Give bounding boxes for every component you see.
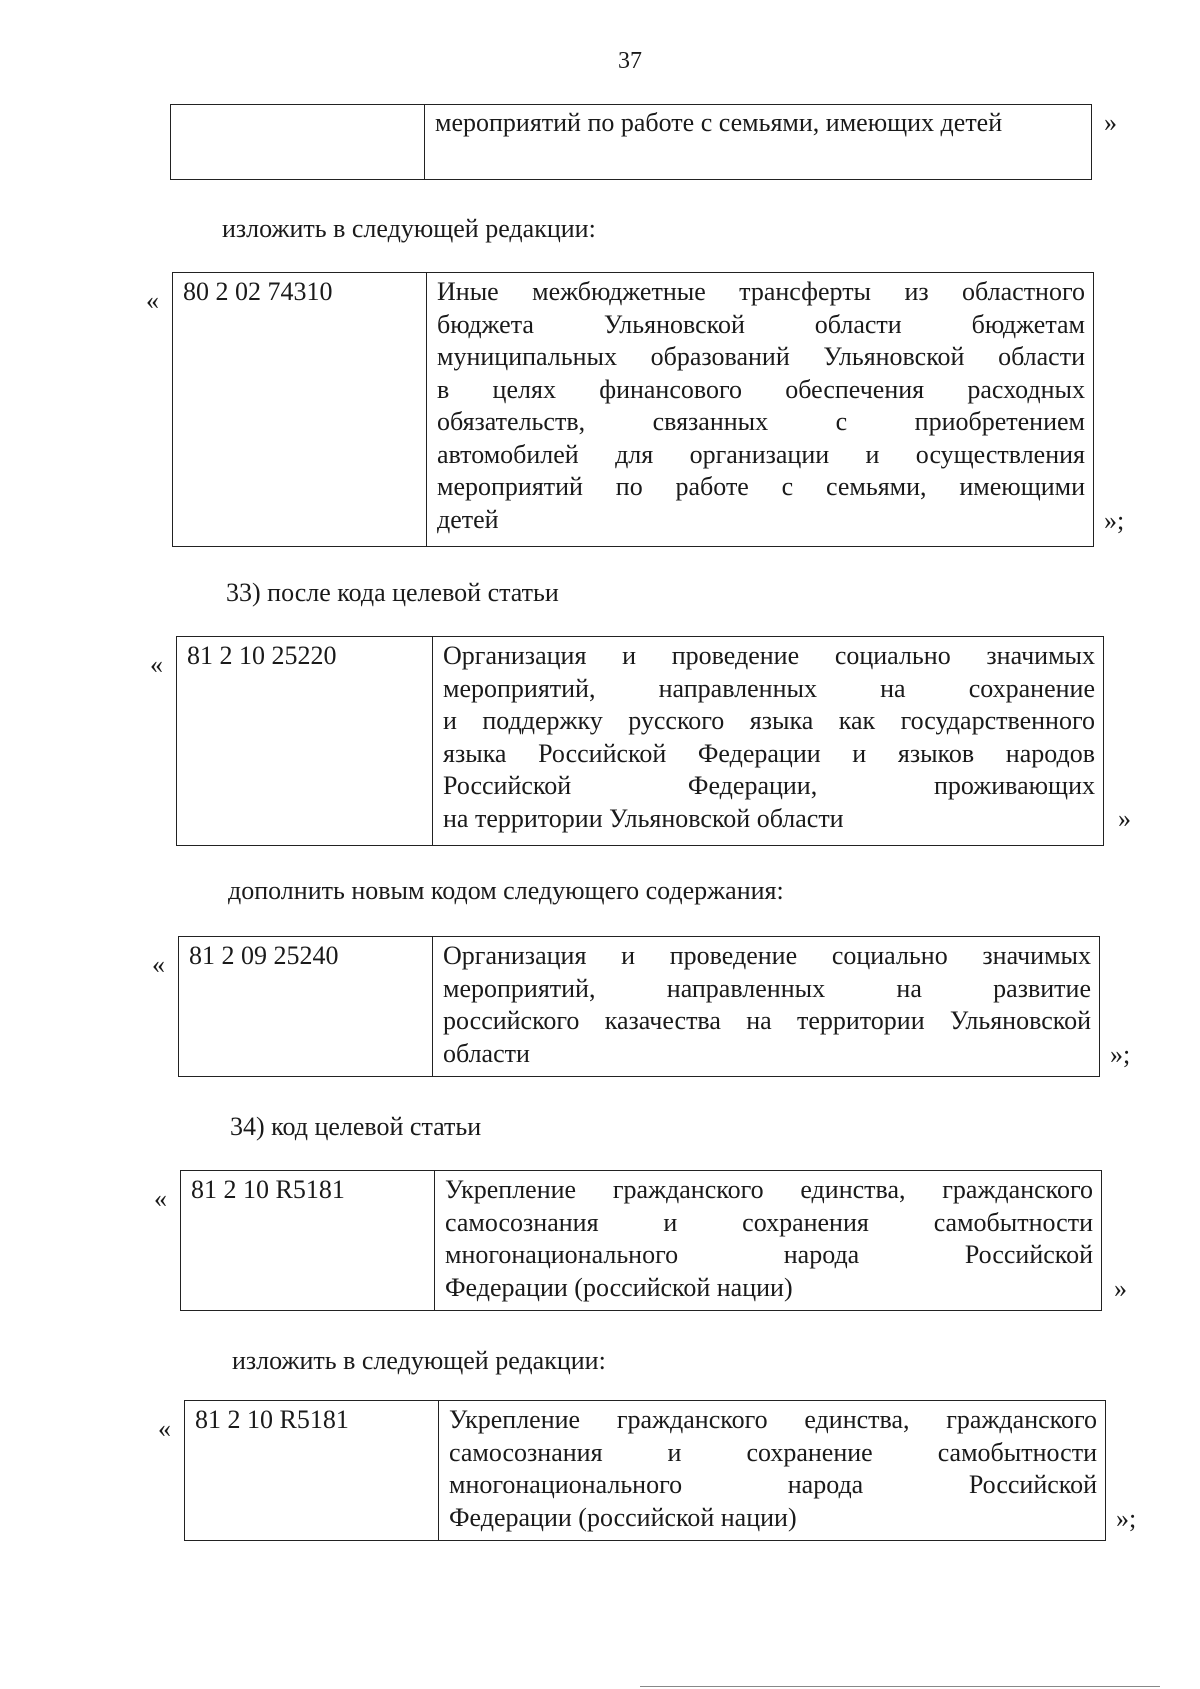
- description-line: многонационального народа Российской: [445, 1240, 1093, 1269]
- description-line: самосознания и сохранения самобытности: [445, 1207, 1093, 1237]
- description-line: Российской Федерации, проживающих: [443, 771, 1095, 800]
- description-cell: [425, 105, 1091, 179]
- close-quote: »;: [1110, 1040, 1131, 1069]
- description-cell: [435, 1171, 1101, 1310]
- description-line: детей: [437, 504, 499, 534]
- description-line: мероприятий по работе с семьями, имеющих детей: [435, 108, 1003, 137]
- description-line: мероприятий по работе с семьями, имеющими: [437, 472, 1085, 501]
- description-line: области: [443, 1038, 530, 1068]
- open-quote: «: [152, 950, 165, 979]
- instruction-text: изложить в следующей редакции:: [232, 1346, 606, 1375]
- description-line: Укрепление гражданского единства, гражданского: [449, 1405, 1097, 1434]
- description-line: бюджета Ульяновской области бюджетам: [437, 309, 1085, 339]
- description-line: самосознания и сохранение самобытности: [449, 1437, 1097, 1467]
- open-quote: «: [154, 1184, 167, 1213]
- description-line: на территории Ульяновской области: [443, 803, 844, 833]
- code-cell: 81 2 10 R5181: [185, 1401, 439, 1540]
- description-line: и поддержку русского языка как государственного: [443, 706, 1095, 735]
- code-cell: 81 2 10 25220: [177, 637, 433, 845]
- description-line: многонационального народа Российской: [449, 1470, 1097, 1499]
- description-line: Иные межбюджетные трансферты из областного: [437, 277, 1085, 306]
- code-cell: 81 2 10 R5181: [181, 1171, 435, 1310]
- item-34-text: 34) код целевой статьи: [230, 1112, 482, 1141]
- description-line: Организация и проведение социально значимых: [443, 941, 1091, 970]
- table-code-81-2-10-r5181-new: [184, 1400, 1106, 1541]
- open-quote: «: [150, 650, 163, 679]
- description-line: Организация и проведение социально значимых: [443, 641, 1095, 670]
- table-code-80-2-02-74310: [172, 272, 1094, 547]
- description-line: обязательств, связанных с приобретением: [437, 407, 1085, 436]
- close-quote: »;: [1116, 1504, 1137, 1533]
- description-line: муниципальных образований Ульяновской области: [437, 342, 1085, 371]
- description-line: автомобилей для организации и осуществления: [437, 439, 1085, 469]
- description-line: в целях финансового обеспечения расходных: [437, 374, 1085, 404]
- close-quote: »;: [1104, 506, 1125, 535]
- open-quote: «: [146, 286, 159, 315]
- description-line: Федерации (российской нации): [449, 1502, 797, 1532]
- table-continuation: [170, 104, 1092, 180]
- description-line: мероприятий, направленных на сохранение: [443, 673, 1095, 703]
- item-33-text: 33) после кода целевой статьи: [226, 578, 559, 607]
- close-quote: »: [1114, 1274, 1127, 1303]
- description-line: мероприятий, направленных на развитие: [443, 973, 1091, 1003]
- table-code-81-2-09-25240: [178, 936, 1100, 1077]
- code-cell: 80 2 02 74310: [173, 273, 427, 546]
- code-cell: [171, 105, 425, 179]
- table-code-81-2-10-25220: [176, 636, 1104, 846]
- description-line: российского казачества на территории Ульяновской: [443, 1006, 1091, 1035]
- instruction-text: изложить в следующей редакции:: [222, 214, 596, 243]
- description-cell: [433, 937, 1099, 1076]
- close-quote: »: [1118, 804, 1131, 833]
- page-bottom-rule: [640, 1686, 1160, 1687]
- table-code-81-2-10-r5181-old: [180, 1170, 1102, 1311]
- description-line: Федерации (российской нации): [445, 1272, 793, 1302]
- description-cell: [427, 273, 1093, 546]
- instruction-text: дополнить новым кодом следующего содержания:: [228, 876, 784, 905]
- close-quote: »: [1104, 108, 1117, 137]
- description-cell: [433, 637, 1103, 845]
- page-number: 37: [618, 48, 642, 74]
- code-cell: 81 2 09 25240: [179, 937, 433, 1076]
- description-cell: [439, 1401, 1105, 1540]
- description-line: Укрепление гражданского единства, гражданского: [445, 1175, 1093, 1204]
- open-quote: «: [158, 1414, 171, 1443]
- description-line: языка Российской Федерации и языков народов: [443, 738, 1095, 768]
